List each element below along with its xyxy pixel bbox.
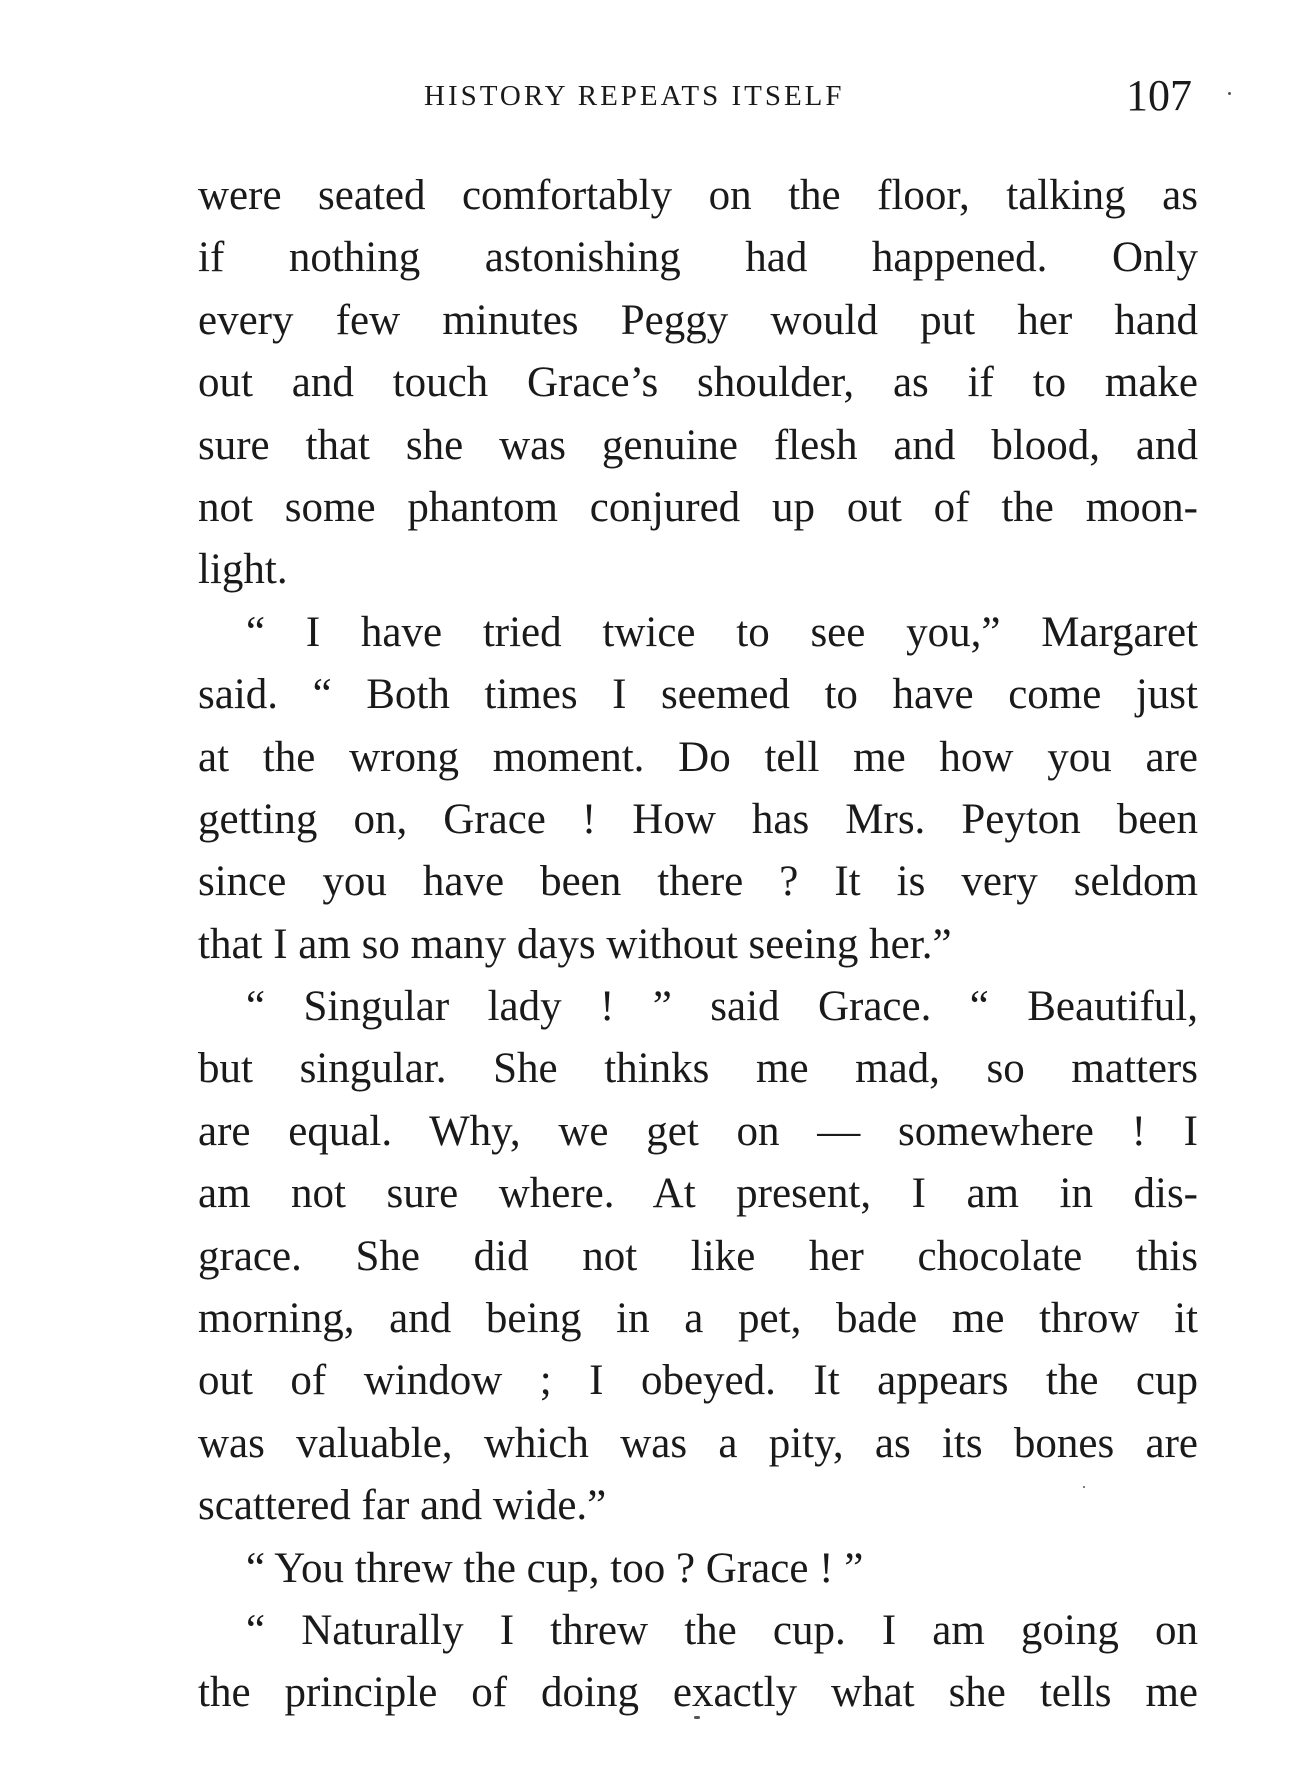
body-text	[198, 165, 1198, 1725]
text-line: “ Singular lady ! ” said Grace. “ Beautiful,	[246, 983, 1198, 1031]
text-line: were seated comfortably on the floor, talking as	[198, 172, 1198, 219]
paper-speck	[694, 1716, 700, 1719]
text-line: said. “ Both times I seemed to have come just	[198, 671, 1198, 719]
text-line: “ You threw the cup, too ? Grace ! ”	[246, 1544, 864, 1592]
text-line: out of window ; I obeyed. It appears the cup	[198, 1357, 1198, 1405]
text-line: the principle of doing exactly what she tells me	[198, 1669, 1198, 1717]
text-line: scattered far and wide.”	[198, 1482, 607, 1530]
text-line: every few minutes Peggy would put her hand	[198, 296, 1198, 344]
text-line: getting on, Grace ! How has Mrs. Peyton been	[198, 795, 1198, 843]
text-line: “ Naturally I threw the cup. I am going on	[246, 1606, 1198, 1654]
page-number: 107	[1126, 71, 1192, 120]
text-line: since you have been there ? It is very seldom	[198, 858, 1198, 906]
text-line: light.	[198, 546, 288, 594]
text-line: am not sure where. At present, I am in dis-	[198, 1170, 1198, 1218]
text-line: grace. She did not like her chocolate this	[198, 1232, 1198, 1280]
text-line: if nothing astonishing had happened. Only	[198, 234, 1198, 282]
text-line: that I am so many days without seeing her.”	[198, 920, 952, 968]
text-line: morning, and being in a pet, bade me throw it	[198, 1295, 1198, 1343]
text-line: at the wrong moment. Do tell me how you are	[198, 733, 1198, 781]
text-line: out and touch Grace’s shoulder, as if to make	[198, 359, 1198, 407]
paper-speck	[1083, 1486, 1085, 1488]
text-line: “ I have tried twice to see you,” Margaret	[246, 608, 1198, 656]
text-line: sure that she was genuine flesh and blood, and	[198, 421, 1198, 469]
running-head	[200, 70, 1200, 130]
text-line: not some phantom conjured up out of the moon-	[198, 483, 1198, 531]
text-line: but singular. She thinks me mad, so matters	[198, 1045, 1198, 1093]
paper-speck	[1228, 92, 1231, 95]
text-line: are equal. Why, we get on — somewhere ! I	[198, 1107, 1198, 1155]
running-title: HISTORY REPEATS ITSELF	[424, 80, 845, 112]
text-line: was valuable, which was a pity, as its bones are	[198, 1419, 1198, 1467]
